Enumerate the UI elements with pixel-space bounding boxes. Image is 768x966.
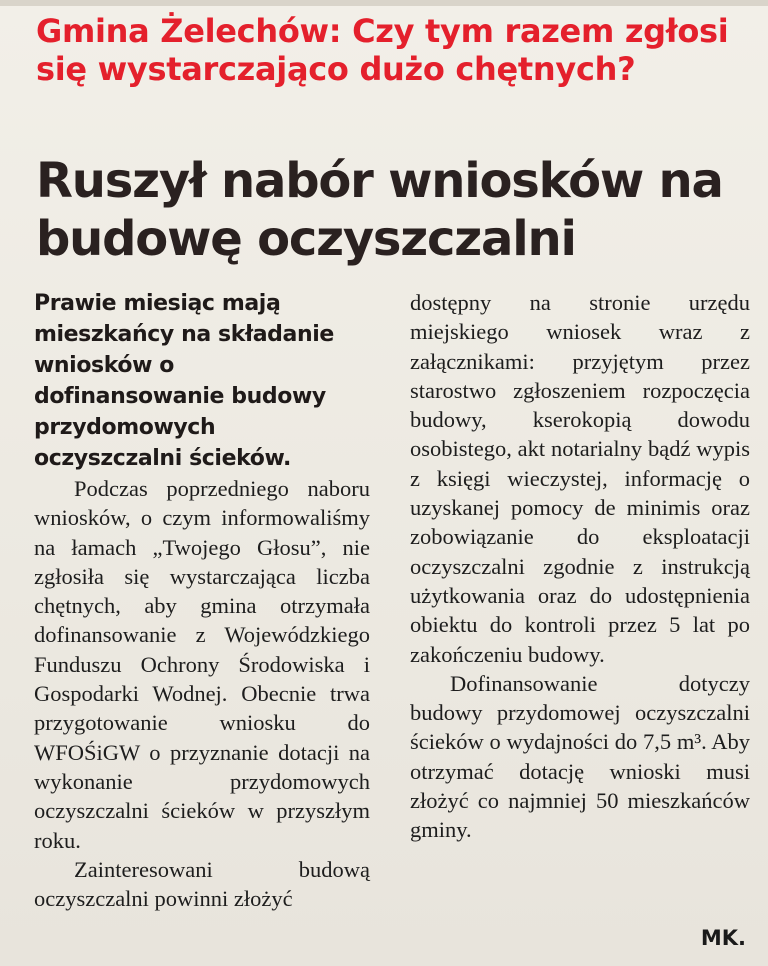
- body-paragraph: dostępny na stronie urzędu miejskiego wniosek wraz z załącznikami: przyjętym przez starostwo zgłoszeniem rozpoczęcia budowy, kserokopią dowodu osobistego, akt notarialny bądź wypis z księgi wieczystej, informację o uzyskanej pomocy de minimis oraz zobowiązanie do eksploatacji oczyszczalni zgodnie z instrukcją użytkowania oraz do udostępnienia obiektu do kontroli przez 5 lat po zakończeniu budowy.: [410, 290, 750, 667]
- left-column: [34, 288, 370, 913]
- article-lead: Prawie miesiąc mają mieszkańcy na składanie wniosków o dofinansowanie budowy przydomowych oczyszczalni ścieków.: [34, 291, 334, 471]
- author-signature: MK.: [700, 926, 746, 950]
- right-column: [410, 288, 750, 845]
- top-rule: [0, 0, 768, 6]
- article-headline: Ruszył nabór wniosków na budowę oczyszczalni: [36, 153, 723, 267]
- body-paragraph: Dofinansowanie dotyczy budowy przydomowej oczyszczalni ścieków o wydajności do 7,5 m³. Aby otrzymać dotację wnioski musi złożyć co najmniej 50 mieszkańców gminy.: [410, 670, 750, 843]
- body-paragraph: Podczas poprzedniego naboru wniosków, o czym informowaliśmy na łamach „Twojego Głosu”, nie zgłosiła się wystarczająca liczba chętnych, aby gmina otrzymała dofinansowanie z Wojewódzkiego Funduszu Ochrony Środowiska i Gospodarki Wodnej. Obecnie trwa przygotowanie wniosku do WFOŚiGW o przyznanie dotacji na wykonanie przydomowych oczyszczalni ścieków w przyszłym roku.: [34, 476, 370, 853]
- body-paragraph: Zainteresowani budową oczyszczalni powinni złożyć: [34, 856, 370, 912]
- article-kicker: Gmina Żelechów: Czy tym razem zgłosi się wystarczająco dużo chętnych?: [36, 12, 729, 88]
